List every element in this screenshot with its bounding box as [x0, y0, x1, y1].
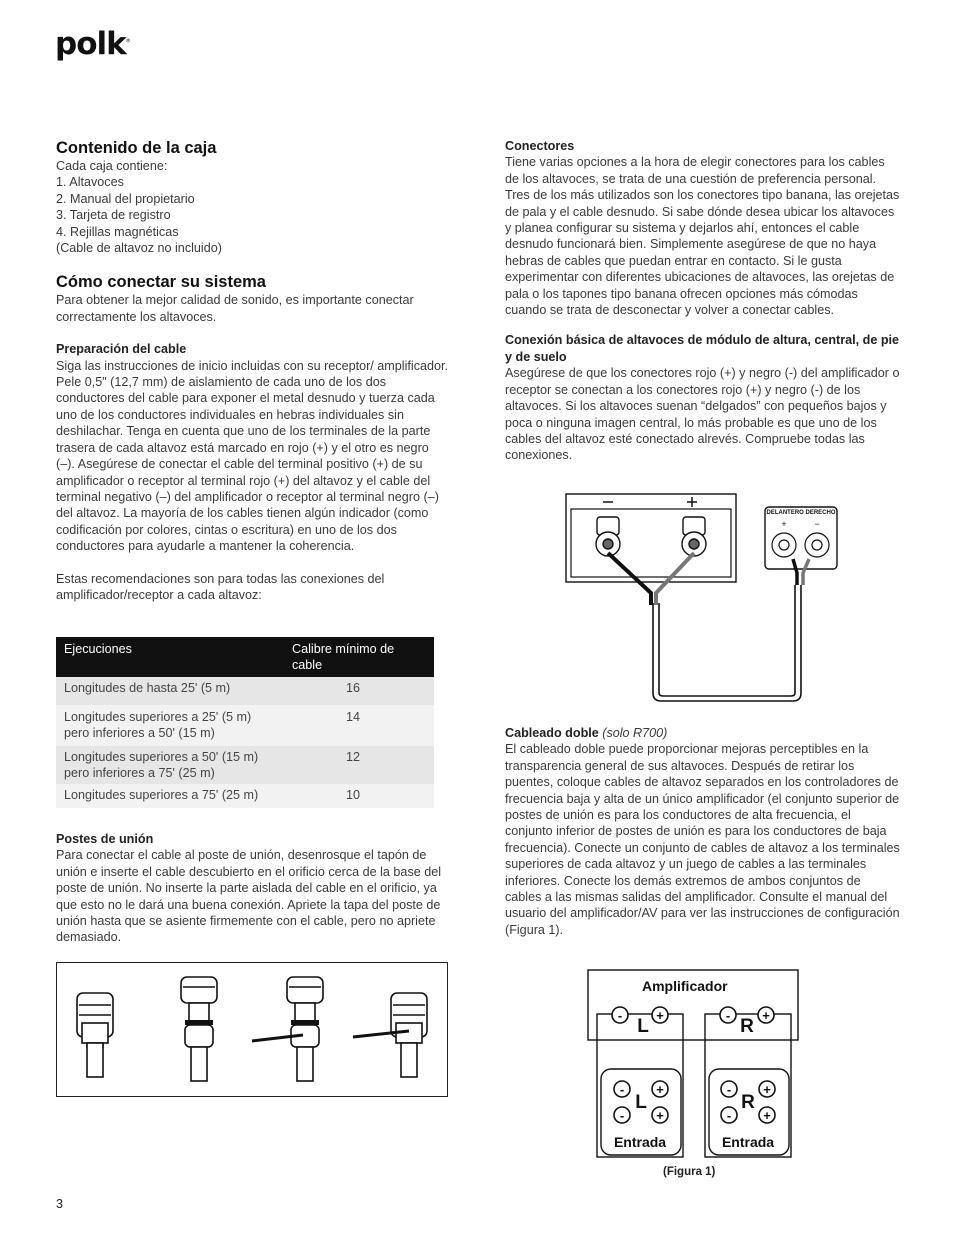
left-channel-label: L	[637, 1016, 649, 1037]
box-item: 4. Rejillas magnéticas	[56, 224, 179, 239]
table-cell: 12	[284, 746, 434, 784]
speaker-connection-diagram	[565, 493, 875, 713]
svg-text:+: +	[763, 1108, 771, 1123]
table-cell: 14	[284, 705, 434, 746]
speaker-wiring-icon	[565, 493, 875, 708]
box-item: 1. Altavoces	[56, 175, 124, 190]
table-header: Calibre mínimo de cable	[284, 637, 434, 677]
table-header: Ejecuciones	[56, 637, 284, 677]
left-column	[56, 138, 449, 603]
binding-posts-section	[56, 831, 449, 946]
right-column	[505, 138, 900, 464]
connect-intro: Para obtener la mejor calidad de sonido, es importante conectar correctamente los altavoces.	[56, 293, 414, 324]
wire-gauge-table	[56, 637, 434, 808]
svg-text:-: -	[619, 1082, 625, 1097]
box-intro: Cada caja contiene:	[56, 159, 168, 173]
biwire-section	[505, 725, 900, 938]
svg-text:-: -	[619, 1108, 625, 1123]
right-channel-label: R	[740, 1016, 754, 1037]
right-input-label: R	[741, 1092, 755, 1113]
svg-text:-: -	[617, 1008, 623, 1023]
binding-post-steps-icon	[57, 963, 447, 1096]
table-cell: Longitudes de hasta 25' (5 m)	[56, 677, 284, 705]
table-header-row	[56, 637, 434, 677]
binding-posts-body: Para conectar el cable al poste de unión, desenrosque el tapón de unión e inserte el cable descubierto en el orificio cerca de la base del poste de unión. No inserte la parte aislada del cable en el orificio, ya que esto no le dará una buena conexión. Apriete la tapa del poste de unión hasta que se asiente firmemente con el cable, pero no apriete demasiado.	[56, 848, 442, 945]
svg-text:+: +	[763, 1082, 771, 1097]
basic-connection-title: Conexión básica de altavoces de módulo de altura, central, de pie y de suelo	[505, 333, 900, 364]
svg-text:−: −	[814, 519, 820, 529]
right-input-caption: Entrada	[721, 1134, 775, 1150]
polk-logo: polk®	[55, 26, 130, 62]
box-contents-title: Contenido de la caja	[56, 139, 217, 157]
box-item: (Cable de altavoz no incluido)	[56, 241, 222, 256]
basic-connection-body: Asegúrese de que los conectores rojo (+) y negro (-) del amplificador o receptor se conectan a los conectores rojo (+) y negro (-) de los altavoces. Si los altavoces suenan “delgados” con pequeños bajos y poca o ninguna imagen central, lo más probable es que uno de los cables del altavoz esté conectado alrevés. Compruebe todas las conexiones.	[505, 366, 900, 463]
connect-title: Cómo conectar su sistema	[56, 273, 266, 292]
table-cell: Longitudes superiores a 25' (5 m) pero inferiores a 50' (15 m)	[56, 705, 284, 746]
binding-posts-illustration	[56, 962, 448, 1097]
connectors-title: Conectores	[505, 139, 575, 153]
svg-text:+: +	[781, 519, 787, 529]
page-number: 3	[56, 1197, 64, 1211]
box-item: 2. Manual del propietario	[56, 191, 195, 206]
left-input-label: L	[635, 1092, 647, 1113]
recommendation-text: Estas recomendaciones son para todas las conexiones del amplificador/receptor a cada altavoz:	[56, 571, 385, 602]
svg-text:-: -	[726, 1082, 732, 1097]
left-input-caption: Entrada	[613, 1134, 667, 1150]
amplifier-label: Amplificador	[642, 978, 728, 994]
biwire-figure	[587, 969, 801, 1166]
table-cell: Longitudes superiores a 50' (15 m) pero inferiores a 75' (25 m)	[56, 746, 284, 784]
front-right-label: DELANTERO DERECHO	[766, 510, 836, 516]
table-cell: Longitudes superiores a 75' (25 m)	[56, 784, 284, 808]
biwire-diagram-icon	[587, 969, 801, 1161]
svg-text:+: +	[762, 1008, 770, 1023]
svg-text:-: -	[726, 1108, 732, 1123]
biwire-title: Cableado doble	[505, 726, 599, 740]
svg-text:+: +	[656, 1008, 664, 1023]
connectors-body: Tiene varias opciones a la hora de elegir conectores para los cables de los altavoces, se trata de una cuestión de preferencia personal. Tres de los más utilizados son los conectores tipo banana, las orejetas de pala y el cable desnudo. Si sabe dónde desea ubicar los altavoces y planea configurar su sistema y dejarlos ahí, entonces el cable desnudo funcionará bien. Simplemente asegúrese de que no haya hebras de cables que puedan entrar en contacto. Si le gusta experimentar con diferentes ubicaciones de altavoces, las orejetas de pala o los tapones tipo banana ofrecen opciones más cómodas cuando se trata de desconectar y volver a conectar cables.	[505, 155, 900, 318]
svg-text:+: +	[656, 1082, 664, 1097]
binding-posts-title: Postes de unión	[56, 832, 154, 846]
table-cell: 16	[284, 677, 434, 705]
table-row	[56, 746, 434, 784]
svg-text:-: -	[725, 1008, 731, 1023]
svg-text:+: +	[656, 1108, 664, 1123]
figure-caption: (Figura 1)	[663, 1166, 716, 1178]
table-row	[56, 705, 434, 746]
table-row	[56, 677, 434, 705]
biwire-note: (solo R700)	[602, 726, 668, 740]
cable-prep-title: Preparación del cable	[56, 342, 187, 357]
table-cell: 10	[284, 784, 434, 808]
cable-prep-body: Siga las instrucciones de inicio incluidas con su receptor/ amplificador. Pele 0,5" (12,7 mm) de aislamiento de cada uno de los dos conductores del cable para exponer el metal desnudo y tuerza cada uno de los conductores individuales en hebras individuales sin deshilachar. Tenga en cuenta que uno de los terminales de la parte trasera de cada altavoz está marcado en rojo (+) y el otro es negro (–). Asegúrese de conectar el cable del terminal positivo (+) de su amplificador o receptor al terminal rojo (+) del altavoz y el cable del terminal negativo (–) del amplificador o receptor al terminal negro (–) del altavoz. La mayoría de los cables tienen algún indicador (como codificación por colores, cintas o escritura) en uno de los dos conductores para ayudarle a mantener la coherencia.	[56, 358, 449, 554]
table-row	[56, 784, 434, 808]
box-item: 3. Tarjeta de registro	[56, 208, 171, 223]
biwire-body: El cableado doble puede proporcionar mejoras perceptibles en la transparencia general de sus altavoces. Después de retirar los puentes, coloque cables de altavoz separados en los controladores de frecuencia baja y alta de un único amplificador (el conjunto superior de postes de unión es para los conductores de alta frecuencia, el conjunto inferior de postes de unión es para los conductores de baja frecuencia). Conecte un conjunto de cables de altavoz a los terminales superiores de cada altavoz y un juego de cables a las terminales inferiores. Conecte los demás extremos de ambos conjuntos de cables a las mismas salidas del amplificador. Consulte el manual del usuario del amplificador/AV para ver las instrucciones de configuración (Figura 1).	[505, 742, 900, 937]
